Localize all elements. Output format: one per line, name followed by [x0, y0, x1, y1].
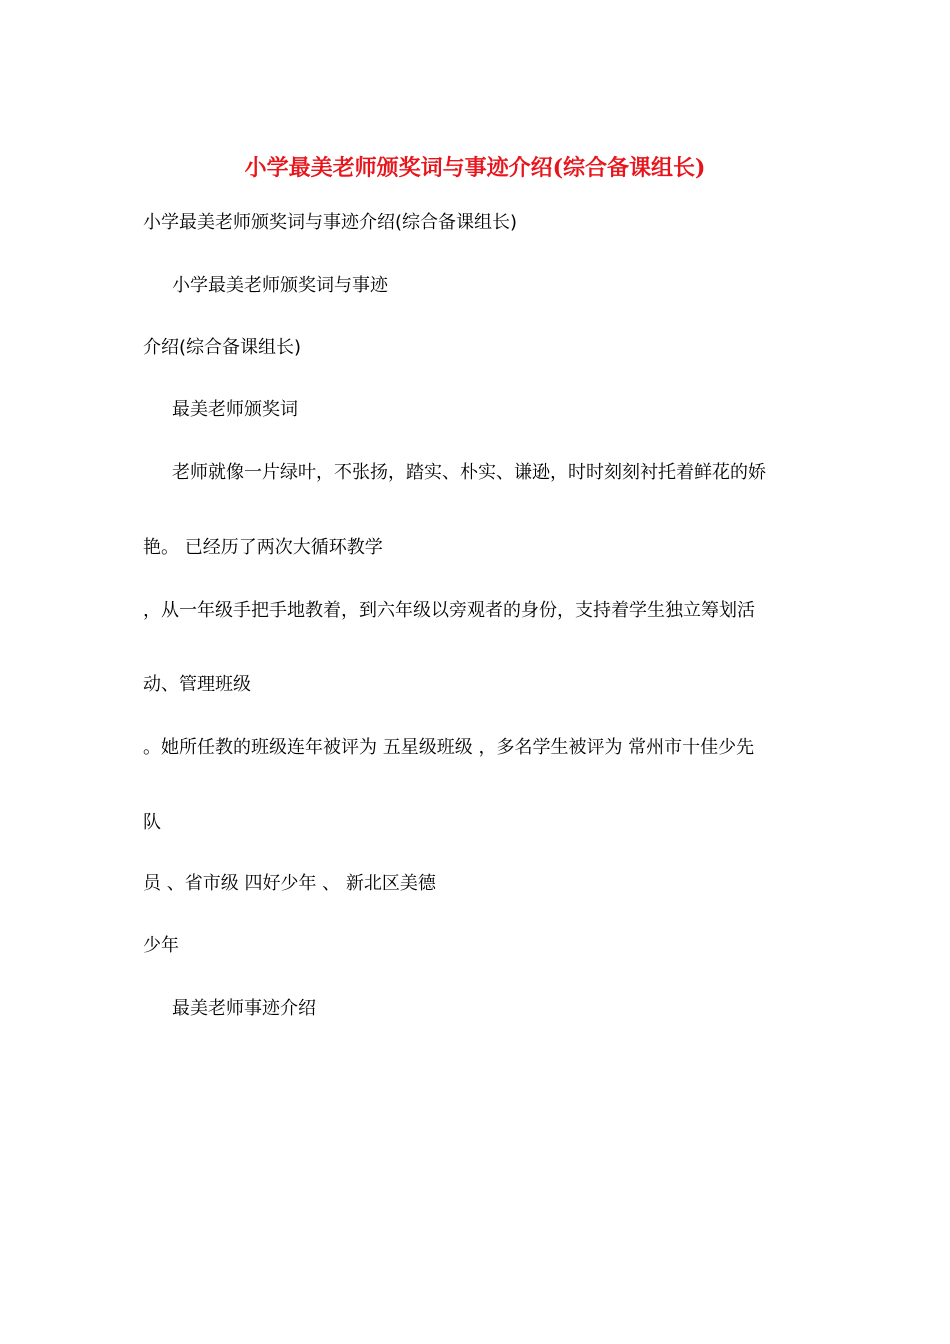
text-line-subtitle-part2: 介绍(综合备课组长): [143, 337, 302, 358]
paragraph-line: ，从一年级手把手地教着，到六年级以旁观者的身份，支持着学生独立筹划活: [143, 600, 755, 621]
paragraph-line: 老师就像一片绿叶，不张扬，踏实、朴实、谦逊，时时刻刻衬托着鲜花的娇: [172, 462, 766, 483]
paragraph-line: 员 、省市级 四好少年 、 新北区美德: [143, 873, 436, 894]
document-title: 小学最美老师颁奖词与事迹介绍(综合备课组长): [244, 155, 706, 181]
paragraph-line: 少年: [143, 935, 179, 956]
paragraph-line: 动、管理班级: [143, 674, 251, 695]
paragraph-line: 队: [143, 812, 161, 833]
paragraph-line: 。她所任教的班级连年被评为 五星级班级 ，多名学生被评为 常州市十佳少先: [143, 737, 755, 758]
text-line-heading-repeat: 小学最美老师颁奖词与事迹介绍(综合备课组长): [143, 212, 518, 233]
paragraph-line: 艳。 已经历了两次大循环教学: [143, 537, 383, 558]
text-line-subtitle-part1: 小学最美老师颁奖词与事迹: [172, 275, 388, 296]
section-heading-award-speech: 最美老师颁奖词: [172, 399, 298, 420]
section-heading-deeds: 最美老师事迹介绍: [172, 998, 316, 1019]
